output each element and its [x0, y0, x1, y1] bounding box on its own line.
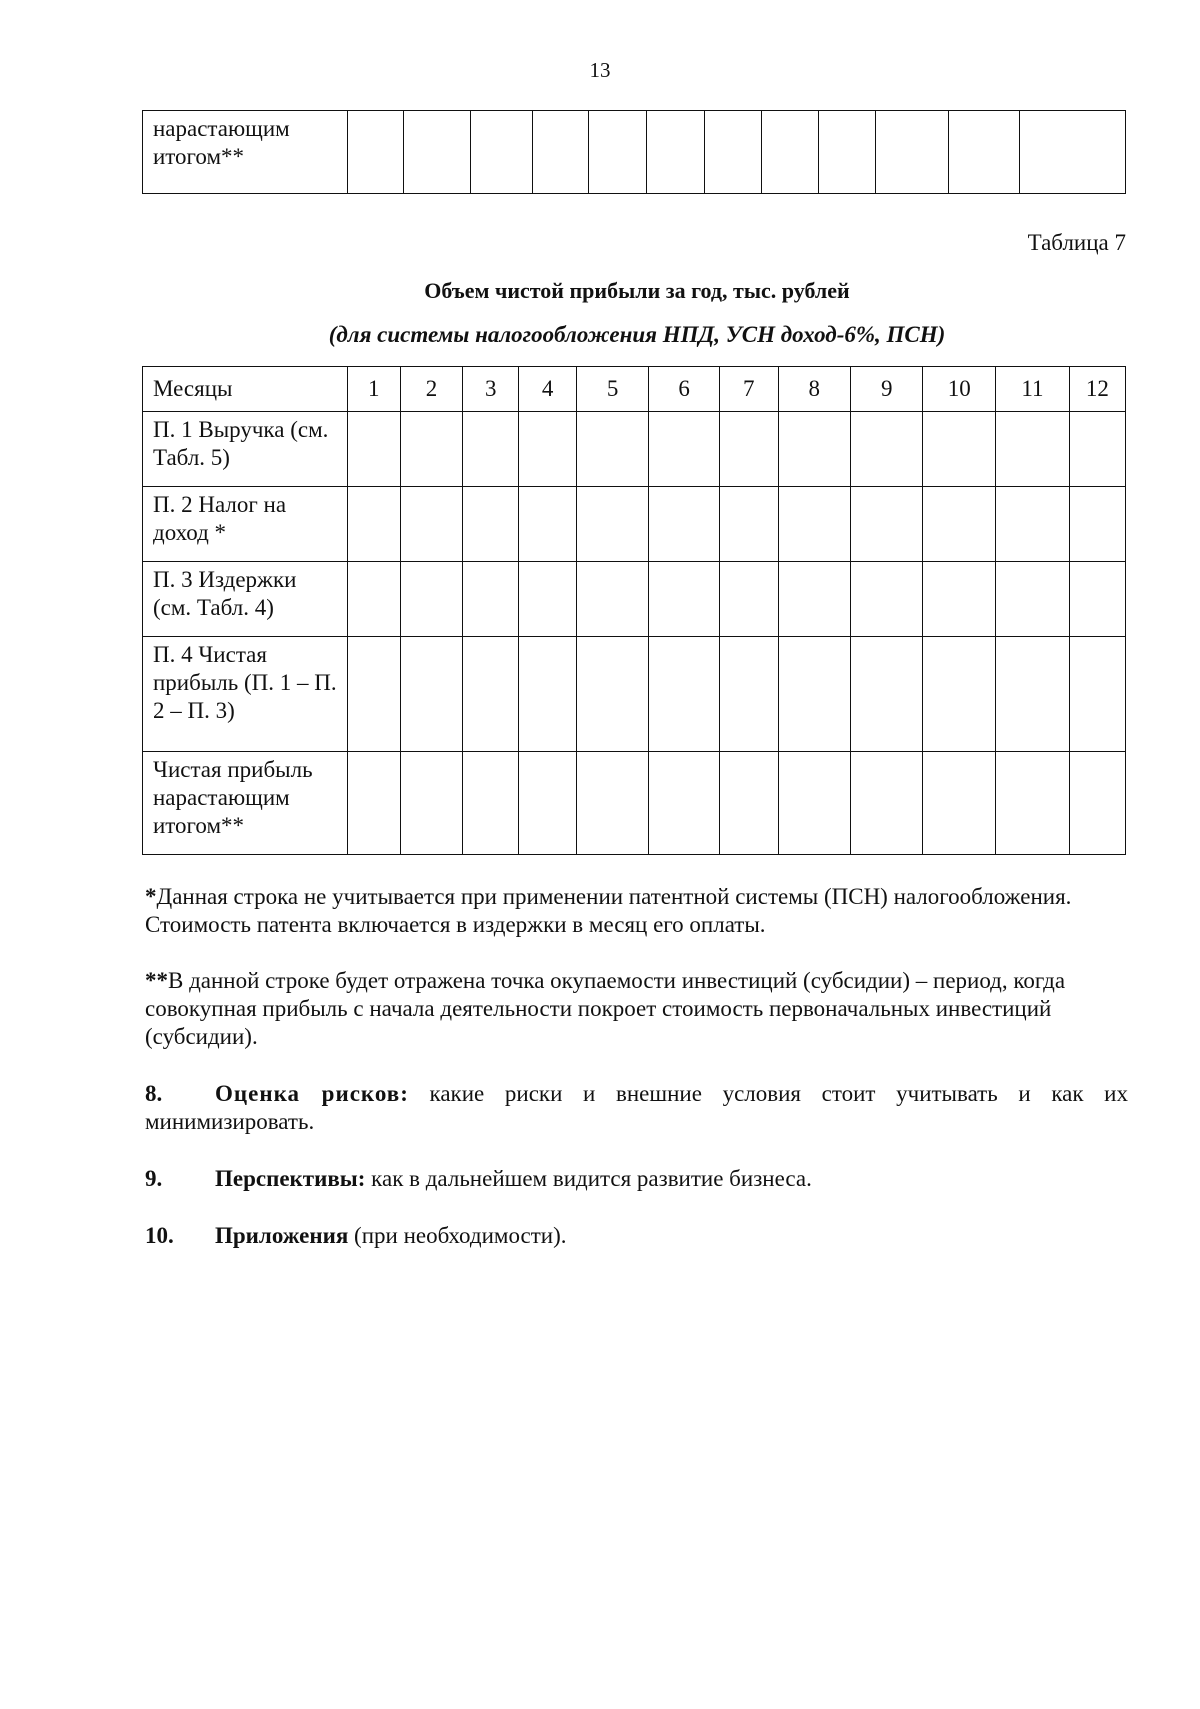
table-number: Таблица 7 — [1027, 230, 1126, 255]
empty-cell — [647, 111, 705, 194]
page-number: 13 — [589, 58, 611, 82]
month-header: 9 — [851, 367, 923, 412]
empty-cell — [719, 752, 778, 855]
empty-cell — [347, 562, 400, 637]
table-row — [143, 562, 1126, 637]
section-text: какие риски и внешние условия стоит учитывать и как их минимизировать. — [145, 1081, 1128, 1134]
empty-cell — [762, 111, 819, 194]
empty-cell — [470, 111, 532, 194]
empty-cell — [400, 637, 463, 752]
empty-cell — [719, 412, 778, 487]
empty-cell — [704, 111, 762, 194]
empty-cell — [996, 637, 1070, 752]
table-row — [143, 412, 1126, 487]
footnote-2 — [145, 967, 1130, 1051]
empty-cell — [463, 752, 519, 855]
section-10 — [145, 1222, 1128, 1250]
empty-cell — [463, 637, 519, 752]
empty-cell — [876, 111, 949, 194]
row-label: П. 2 Налог на доход * — [143, 487, 348, 562]
month-header: 7 — [719, 367, 778, 412]
empty-cell — [576, 487, 648, 562]
empty-cell — [347, 412, 400, 487]
empty-cell — [347, 111, 404, 194]
empty-cell — [996, 752, 1070, 855]
footnote-mark: * — [145, 884, 157, 909]
empty-cell — [1069, 487, 1125, 562]
empty-cell — [1069, 412, 1125, 487]
table-row — [143, 752, 1126, 855]
empty-cell — [778, 752, 850, 855]
empty-cell — [719, 487, 778, 562]
month-header: 5 — [576, 367, 648, 412]
empty-cell — [996, 487, 1070, 562]
section-8 — [145, 1080, 1128, 1136]
empty-cell — [851, 562, 923, 637]
empty-cell — [347, 637, 400, 752]
empty-cell — [400, 752, 463, 855]
empty-cell — [400, 562, 463, 637]
net-profit-table — [142, 366, 1126, 855]
table-row — [143, 487, 1126, 562]
carryover-table — [142, 110, 1126, 194]
empty-cell — [1069, 562, 1125, 637]
empty-cell — [923, 637, 996, 752]
empty-cell — [778, 412, 850, 487]
empty-cell — [923, 752, 996, 855]
month-header: 3 — [463, 367, 519, 412]
empty-cell — [851, 752, 923, 855]
empty-cell — [533, 111, 589, 194]
empty-cell — [923, 412, 996, 487]
empty-cell — [778, 562, 850, 637]
empty-cell — [818, 111, 876, 194]
table-title: Объем чистой прибыли за год, тыс. рублей — [424, 278, 850, 303]
section-number: 9. — [145, 1166, 163, 1191]
empty-cell — [400, 487, 463, 562]
empty-cell — [719, 637, 778, 752]
empty-cell — [649, 752, 719, 855]
empty-cell — [1019, 111, 1125, 194]
empty-cell — [463, 562, 519, 637]
empty-cell — [519, 562, 577, 637]
empty-cell — [588, 111, 647, 194]
empty-cell — [649, 562, 719, 637]
empty-cell — [996, 562, 1070, 637]
empty-cell — [851, 487, 923, 562]
empty-cell — [949, 111, 1019, 194]
table-row — [143, 637, 1126, 752]
empty-cell — [400, 412, 463, 487]
month-header: 2 — [400, 367, 463, 412]
section-number: 10. — [145, 1223, 174, 1248]
footnote-text: Данная строка не учитывается при применении патентной системы (ПСН) налогообложения. Стоимость патента включается в издержки в месяц его оплаты. — [145, 884, 1072, 937]
empty-cell — [576, 562, 648, 637]
empty-cell — [347, 487, 400, 562]
empty-cell — [1069, 637, 1125, 752]
empty-cell — [576, 412, 648, 487]
month-header: 10 — [923, 367, 996, 412]
row-label: нарастающим итогом** — [143, 111, 348, 194]
row-label: П. 4 Чистая прибыль (П. 1 – П. 2 – П. 3) — [143, 637, 348, 752]
section-text: как в дальнейшем видится развитие бизнеса. — [365, 1166, 812, 1191]
month-header: 4 — [519, 367, 577, 412]
empty-cell — [996, 412, 1070, 487]
footnote-1 — [145, 883, 1130, 939]
empty-cell — [923, 487, 996, 562]
footnote-mark: ** — [145, 968, 168, 993]
row-label: П. 1 Выручка (см. Табл. 5) — [143, 412, 348, 487]
empty-cell — [519, 412, 577, 487]
section-text: (при необходимости). — [348, 1223, 567, 1248]
month-header: 8 — [778, 367, 850, 412]
month-header: 11 — [996, 367, 1070, 412]
empty-cell — [649, 412, 719, 487]
row-label: Чистая прибыль нарастающим итогом** — [143, 752, 348, 855]
section-heading: Оценка рисков: — [215, 1081, 409, 1106]
section-heading: Перспективы: — [215, 1166, 366, 1191]
empty-cell — [576, 752, 648, 855]
empty-cell — [1069, 752, 1125, 855]
row-label: П. 3 Издержки (см. Табл. 4) — [143, 562, 348, 637]
empty-cell — [347, 752, 400, 855]
empty-cell — [519, 752, 577, 855]
empty-cell — [463, 412, 519, 487]
empty-cell — [851, 412, 923, 487]
empty-cell — [576, 637, 648, 752]
empty-cell — [649, 637, 719, 752]
empty-cell — [404, 111, 470, 194]
empty-cell — [463, 487, 519, 562]
empty-cell — [719, 562, 778, 637]
table-header-row — [143, 367, 1126, 412]
section-heading: Приложения — [215, 1223, 349, 1248]
empty-cell — [923, 562, 996, 637]
month-header: 1 — [347, 367, 400, 412]
section-number: 8. — [145, 1081, 163, 1106]
empty-cell — [778, 487, 850, 562]
section-9 — [145, 1165, 1128, 1193]
footnote-text: В данной строке будет отражена точка окупаемости инвестиций (субсидии) – период, когда совокупная прибыль с начала деятельности покроет стоимость первоначальных инвестиций (субсидии). — [145, 968, 1066, 1049]
month-header: 6 — [649, 367, 719, 412]
table-subtitle: (для системы налогообложения НПД, УСН доход-6%, ПСН) — [328, 322, 946, 347]
month-header: 12 — [1069, 367, 1125, 412]
empty-cell — [778, 637, 850, 752]
empty-cell — [649, 487, 719, 562]
table-row — [143, 111, 1126, 194]
header-label: Месяцы — [143, 367, 348, 412]
empty-cell — [519, 487, 577, 562]
empty-cell — [851, 637, 923, 752]
empty-cell — [519, 637, 577, 752]
